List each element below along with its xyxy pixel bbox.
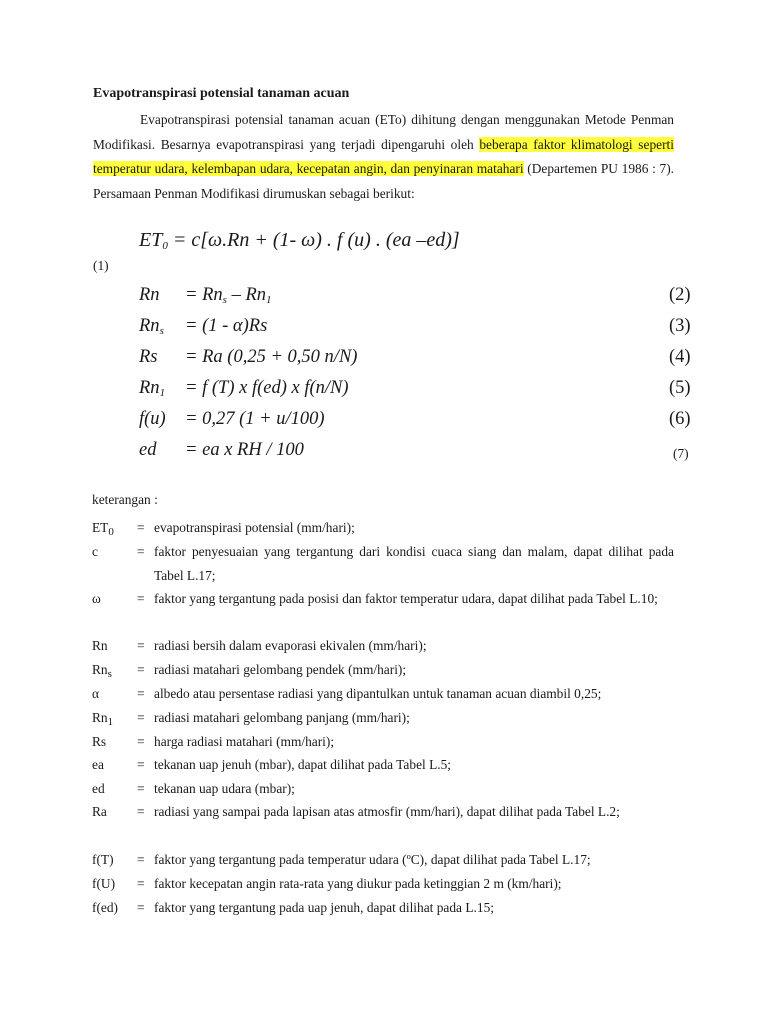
keterangan-equals: = — [137, 686, 145, 701]
keterangan-description: faktor yang tergantung pada temperatur udara (ºC), dapat dilihat pada Tabel L.17; — [154, 852, 591, 867]
equation-rhs-sub: s — [222, 294, 227, 306]
intro-paragraph — [93, 108, 674, 206]
equation-lhs-symbol: f(u) — [139, 409, 166, 429]
keterangan-equals: = — [137, 710, 145, 725]
keterangan-description: faktor penyesuaian yang tergantung dari kondisi cuaca siang dan malam, dapat dilihat pada Tabel L.17; — [154, 544, 674, 583]
equation-lhs-symbol: Rn — [139, 285, 160, 305]
equation-number: (7) — [673, 446, 689, 461]
equation-lhs — [139, 316, 164, 337]
equation-lhs — [139, 440, 156, 461]
keterangan-description: tekanan uap udara (mbar); — [154, 781, 295, 796]
keterangan-symbol-text: c — [92, 544, 98, 559]
equation-number: (3) — [669, 316, 691, 336]
keterangan-equals: = — [137, 876, 145, 891]
keterangan-equals: = — [137, 520, 145, 535]
equation-rhs — [185, 316, 267, 337]
equation-number: (5) — [669, 378, 691, 398]
keterangan-description: radiasi bersih dalam evaporasi ekivalen (mm/hari); — [154, 638, 427, 653]
equation-lhs-sub: 1 — [159, 387, 166, 399]
keterangan-symbol-text: f(ed) — [92, 900, 119, 915]
equation-rhs-main: = f (T) x f(ed) x f(n/N) — [185, 378, 349, 398]
equation-1-number: (1) — [93, 258, 109, 273]
equation-lhs-symbol: Rn — [139, 378, 160, 398]
highlighted-text: beberapa faktor klimatologi seperti temperatur udara, kelembapan udara, kecepatan angin, dan penyinaran matahari — [93, 136, 674, 176]
equation-rhs-tail: – Rn — [226, 285, 267, 305]
equation-1-lhs-sub: 0 — [162, 240, 168, 252]
equation-lhs — [139, 409, 166, 430]
keterangan-symbol — [92, 540, 136, 569]
keterangan-equals: = — [137, 734, 145, 749]
keterangan-description: faktor yang tergantung pada posisi dan faktor temperatur udara, dapat dilihat pada Tabel L.10; — [154, 591, 658, 606]
equation-rhs-main: = Rn — [185, 285, 223, 305]
keterangan-equals: = — [137, 662, 145, 677]
equation-rhs — [185, 409, 325, 430]
keterangan-symbol-text: ea — [92, 757, 104, 772]
keterangan-symbol-text: Rn — [92, 710, 108, 725]
equation-rhs — [185, 347, 357, 368]
equation-lhs — [139, 378, 165, 399]
equation-number: (4) — [669, 347, 691, 367]
keterangan-symbol-text: Ra — [92, 804, 107, 819]
equation-rhs — [185, 378, 349, 399]
paragraph-text-end: (Departemen PU 1986 : 7). Persamaan Penman Modifikasi dirumuskan sebagai berikut: — [93, 161, 675, 201]
keterangan-symbol — [92, 587, 136, 616]
equation-lhs-symbol: Rs — [139, 347, 158, 367]
equation-rhs — [185, 285, 272, 306]
keterangan-symbol-sub: s — [107, 668, 112, 680]
keterangan-symbol-text: α — [92, 686, 100, 701]
equation-lhs — [139, 285, 160, 306]
keterangan-symbol-text: ω — [92, 591, 101, 606]
equation-rhs-tail-sub: 1 — [266, 294, 272, 306]
equation-lhs-symbol: Rn — [139, 316, 160, 336]
equation-rhs-main: = (1 - α)Rs — [185, 316, 268, 336]
equation-number: (2) — [669, 285, 691, 305]
keterangan-equals: = — [137, 781, 145, 796]
equation-lhs-symbol: ed — [139, 440, 157, 460]
keterangan-equals: = — [137, 638, 145, 653]
equation-lhs — [139, 347, 158, 368]
keterangan-symbol-sub: 0 — [108, 526, 114, 538]
equation-rhs-main: = Ra (0,25 + 0,50 n/N) — [185, 347, 358, 367]
keterangan-description: radiasi matahari gelombang panjang (mm/hari); — [154, 710, 410, 725]
keterangan-symbol — [92, 800, 136, 829]
keterangan-description: radiasi matahari gelombang pendek (mm/hari); — [154, 662, 407, 677]
equation-rhs-main: = 0,27 (1 + u/100) — [185, 409, 325, 429]
keterangan-equals: = — [137, 804, 145, 819]
keterangan-symbol-sub: 1 — [107, 716, 114, 728]
keterangan-symbol-text: ed — [92, 781, 105, 796]
equation-rhs — [185, 440, 304, 461]
equation-lhs-sub: s — [159, 325, 164, 337]
keterangan-description: faktor kecepatan angin rata-rata yang diukur pada ketinggian 2 m (km/hari); — [154, 876, 562, 891]
keterangan-symbol-text: Rn — [92, 638, 108, 653]
equation-1-rhs: = c[ω.Rn + (1- ω) . f (u) . (ea –ed)] — [167, 229, 460, 251]
equation-1-lhs: ET — [139, 229, 163, 251]
keterangan-equals: = — [137, 591, 145, 606]
section-heading: Evapotranspirasi potensial tanaman acuan — [93, 86, 350, 101]
keterangan-symbol-text: ET — [92, 520, 109, 535]
equation-1 — [139, 229, 460, 252]
keterangan-equals: = — [137, 900, 145, 915]
keterangan-description: harga radiasi matahari (mm/hari); — [154, 734, 335, 749]
keterangan-symbol-text: Rs — [92, 734, 107, 749]
paragraph-text-start: Evapotranspirasi potensial tanaman acuan (ETo) dihitung dengan menggunakan Metode Penman Modifikasi. Besarnya evapotranspirasi yang terjadi dipengaruhi oleh — [93, 112, 674, 152]
keterangan-symbol-text: f(T) — [92, 852, 114, 867]
keterangan-description: radiasi yang sampai pada lapisan atas atmosfir (mm/hari), dapat dilihat pada Tabel L.2; — [154, 804, 620, 819]
keterangan-equals: = — [137, 852, 145, 867]
equation-number: (6) — [669, 409, 691, 429]
keterangan-symbol — [92, 896, 136, 925]
equation-rhs-main: = ea x RH / 100 — [185, 440, 304, 460]
keterangan-equals: = — [137, 544, 145, 559]
keterangan-description: faktor yang tergantung pada uap jenuh, dapat dilihat pada L.15; — [154, 900, 494, 915]
keterangan-description: tekanan uap jenuh (mbar), dapat dilihat pada Tabel L.5; — [154, 757, 452, 772]
keterangan-description: evapotranspirasi potensial (mm/hari); — [154, 520, 355, 535]
keterangan-description: albedo atau persentase radiasi yang dipantulkan untuk tanaman acuan diambil 0,25; — [154, 686, 602, 701]
keterangan-title: keterangan : — [92, 492, 158, 507]
keterangan-equals: = — [137, 757, 145, 772]
keterangan-symbol-text: Rn — [92, 662, 108, 677]
keterangan-symbol-text: f(U) — [92, 876, 116, 891]
